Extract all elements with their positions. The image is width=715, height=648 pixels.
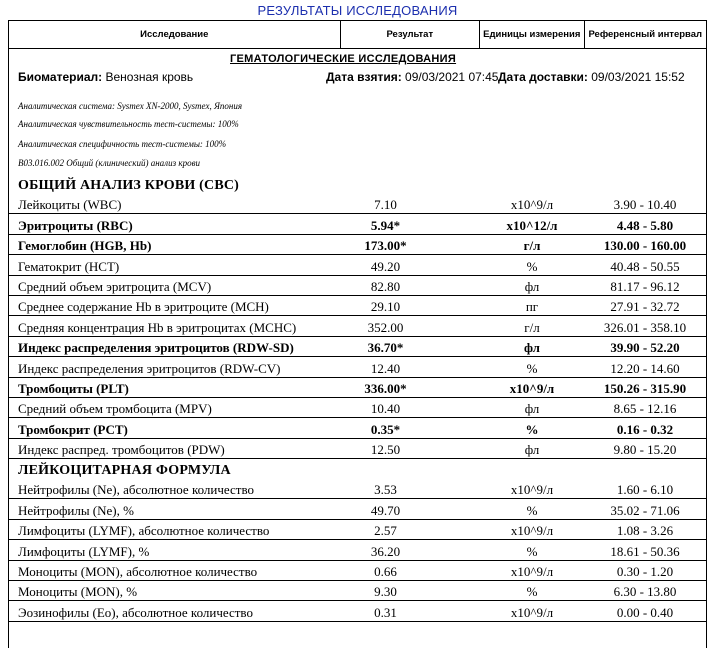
reference-range: 0.16 - 0.32: [584, 418, 706, 438]
reference-range: 27.91 - 32.72: [584, 295, 706, 315]
column-header-units: Единицы измерения: [480, 21, 585, 48]
result-value: 12.40: [341, 357, 480, 377]
result-value: 49.70: [341, 499, 480, 519]
result-row: [9, 540, 706, 560]
date-taken: [326, 70, 498, 84]
biomaterial-label: Биоматериал:: [18, 70, 103, 84]
result-row: [9, 357, 706, 377]
reference-range: 12.20 - 14.60: [584, 357, 706, 377]
result-row: [9, 234, 706, 254]
date-taken-value: 09/03/2021 07:45: [405, 70, 499, 84]
unit: x10^9/л: [480, 560, 584, 580]
result-row: [9, 377, 706, 397]
column-header-row: [8, 20, 707, 49]
unit: x10^12/л: [480, 214, 584, 234]
unit: x10^9/л: [480, 519, 584, 539]
reference-range: 81.17 - 96.12: [584, 275, 706, 295]
note-specificity: Аналитическая специфичность тест-системы: 100%: [18, 139, 227, 149]
column-header-result: Результат: [341, 21, 480, 48]
result-row: [9, 255, 706, 275]
result-value: 2.57: [341, 519, 480, 539]
column-header-reference: Референсный интервал: [588, 29, 703, 40]
test-name: Нейтрофилы (Ne), %: [9, 499, 341, 519]
test-name: Индекс распред. тромбоцитов (PDW): [9, 438, 341, 458]
result-row: [9, 560, 706, 580]
test-name: Индекс распределения эритроцитов (RDW-SD): [9, 336, 341, 356]
unit: %: [480, 255, 584, 275]
test-name: Лейкоциты (WBC): [9, 194, 341, 214]
reference-range: 1.60 - 6.10: [584, 479, 706, 499]
result-row: [9, 418, 706, 438]
note-sensitivity: Аналитическая чувствительность тест-системы: 100%: [18, 119, 239, 129]
result-value: 36.70*: [341, 336, 480, 356]
result-value: 36.20: [341, 540, 480, 560]
date-delivered-value: 09/03/2021 15:52: [591, 70, 685, 84]
result-value: 352.00: [341, 316, 480, 336]
reference-range: 1.08 - 3.26: [584, 519, 706, 539]
note-analyzer: Аналитическая система: Sysmex XN-2000, Sysmex, Япония: [18, 101, 243, 111]
column-header-test: Исследование: [9, 21, 341, 48]
result-value: 9.30: [341, 580, 480, 600]
unit: пг: [480, 295, 584, 315]
unit: %: [480, 499, 584, 519]
result-row: [9, 194, 706, 214]
unit: г/л: [480, 234, 584, 254]
result-value: 7.10: [341, 194, 480, 214]
unit: фл: [480, 438, 584, 458]
reference-range: 3.90 - 10.40: [584, 194, 706, 214]
test-name: Эозинофилы (Eo), абсолютное количество: [9, 601, 341, 621]
result-row: [9, 601, 706, 621]
reference-range: 40.48 - 50.55: [584, 255, 706, 275]
result-value: 12.50: [341, 438, 480, 458]
reference-range: 0.30 - 1.20: [584, 560, 706, 580]
test-name: Моноциты (MON), %: [9, 580, 341, 600]
result-row: [9, 295, 706, 315]
result-row: [9, 438, 706, 458]
cbc-results-table: [9, 194, 706, 459]
test-name: Лимфоциты (LYMF), %: [9, 540, 341, 560]
result-row: [9, 214, 706, 234]
note-service-code: B03.016.002 Общий (клинический) анализ крови: [18, 158, 200, 168]
result-value: 3.53: [341, 479, 480, 499]
reference-range: 4.48 - 5.80: [584, 214, 706, 234]
reference-range: 18.61 - 50.36: [584, 540, 706, 560]
date-delivered: [498, 70, 685, 84]
biomaterial: [18, 70, 193, 84]
unit: фл: [480, 397, 584, 417]
group-title-leukocyte-formula: ЛЕЙКОЦИТАРНАЯ ФОРМУЛА: [18, 463, 231, 478]
document-title: РЕЗУЛЬТАТЫ ИССЛЕДОВАНИЯ: [257, 3, 458, 18]
result-row: [9, 397, 706, 417]
result-value: 10.40: [341, 397, 480, 417]
reference-range: 39.90 - 52.20: [584, 336, 706, 356]
test-name: Средний объем эритроцита (MCV): [9, 275, 341, 295]
reference-range: 6.30 - 13.80: [584, 580, 706, 600]
reference-range: 9.80 - 15.20: [584, 438, 706, 458]
test-name: Среднее содержание Hb в эритроците (MCH): [9, 295, 341, 315]
test-name: Эритроциты (RBC): [9, 214, 341, 234]
test-name: Средний объем тромбоцита (MPV): [9, 397, 341, 417]
result-value: 336.00*: [341, 377, 480, 397]
unit: %: [480, 580, 584, 600]
result-row: [9, 316, 706, 336]
result-row: [9, 479, 706, 499]
biomaterial-value: Венозная кровь: [105, 70, 194, 84]
result-value: 29.10: [341, 295, 480, 315]
unit: %: [480, 357, 584, 377]
result-value: 0.31: [341, 601, 480, 621]
group-title-cbc: ОБЩИЙ АНАЛИЗ КРОВИ (CBC): [18, 178, 240, 193]
test-name: Средняя концентрация Hb в эритроцитах (MCHC): [9, 316, 341, 336]
result-value: 0.35*: [341, 418, 480, 438]
unit: x10^9/л: [480, 377, 584, 397]
test-name: Гемоглобин (HGB, Hb): [9, 234, 341, 254]
unit: г/л: [480, 316, 584, 336]
test-name: Индекс распределения эритроцитов (RDW-CV): [9, 357, 341, 377]
test-name: Гематокрит (HCT): [9, 255, 341, 275]
result-value: 5.94*: [341, 214, 480, 234]
test-name: Нейтрофилы (Ne), абсолютное количество: [9, 479, 341, 499]
reference-range: 0.00 - 0.40: [584, 601, 706, 621]
unit: x10^9/л: [480, 601, 584, 621]
reference-range: 35.02 - 71.06: [584, 499, 706, 519]
reference-range: 326.01 - 358.10: [584, 316, 706, 336]
section-title: ГЕМАТОЛОГИЧЕСКИЕ ИССЛЕДОВАНИЯ: [230, 53, 457, 65]
result-row: [9, 580, 706, 600]
test-name: Тромбоциты (PLT): [9, 377, 341, 397]
reference-range: 130.00 - 160.00: [584, 234, 706, 254]
unit: x10^9/л: [480, 194, 584, 214]
date-taken-label: Дата взятия:: [326, 70, 402, 84]
unit: фл: [480, 275, 584, 295]
unit: %: [480, 418, 584, 438]
result-value: 49.20: [341, 255, 480, 275]
test-name: Лимфоциты (LYMF), абсолютное количество: [9, 519, 341, 539]
unit: x10^9/л: [480, 479, 584, 499]
unit: фл: [480, 336, 584, 356]
result-row: [9, 275, 706, 295]
result-row: [9, 336, 706, 356]
unit: %: [480, 540, 584, 560]
leukocyte-formula-table: [9, 479, 706, 622]
reference-range: 8.65 - 12.16: [584, 397, 706, 417]
result-value: 82.80: [341, 275, 480, 295]
result-value: 0.66: [341, 560, 480, 580]
result-row: [9, 519, 706, 539]
test-name: Моноциты (MON), абсолютное количество: [9, 560, 341, 580]
reference-range: 150.26 - 315.90: [584, 377, 706, 397]
result-value: 173.00*: [341, 234, 480, 254]
result-row: [9, 499, 706, 519]
test-name: Тромбокрит (PCT): [9, 418, 341, 438]
date-delivered-label: Дата доставки:: [498, 70, 588, 84]
